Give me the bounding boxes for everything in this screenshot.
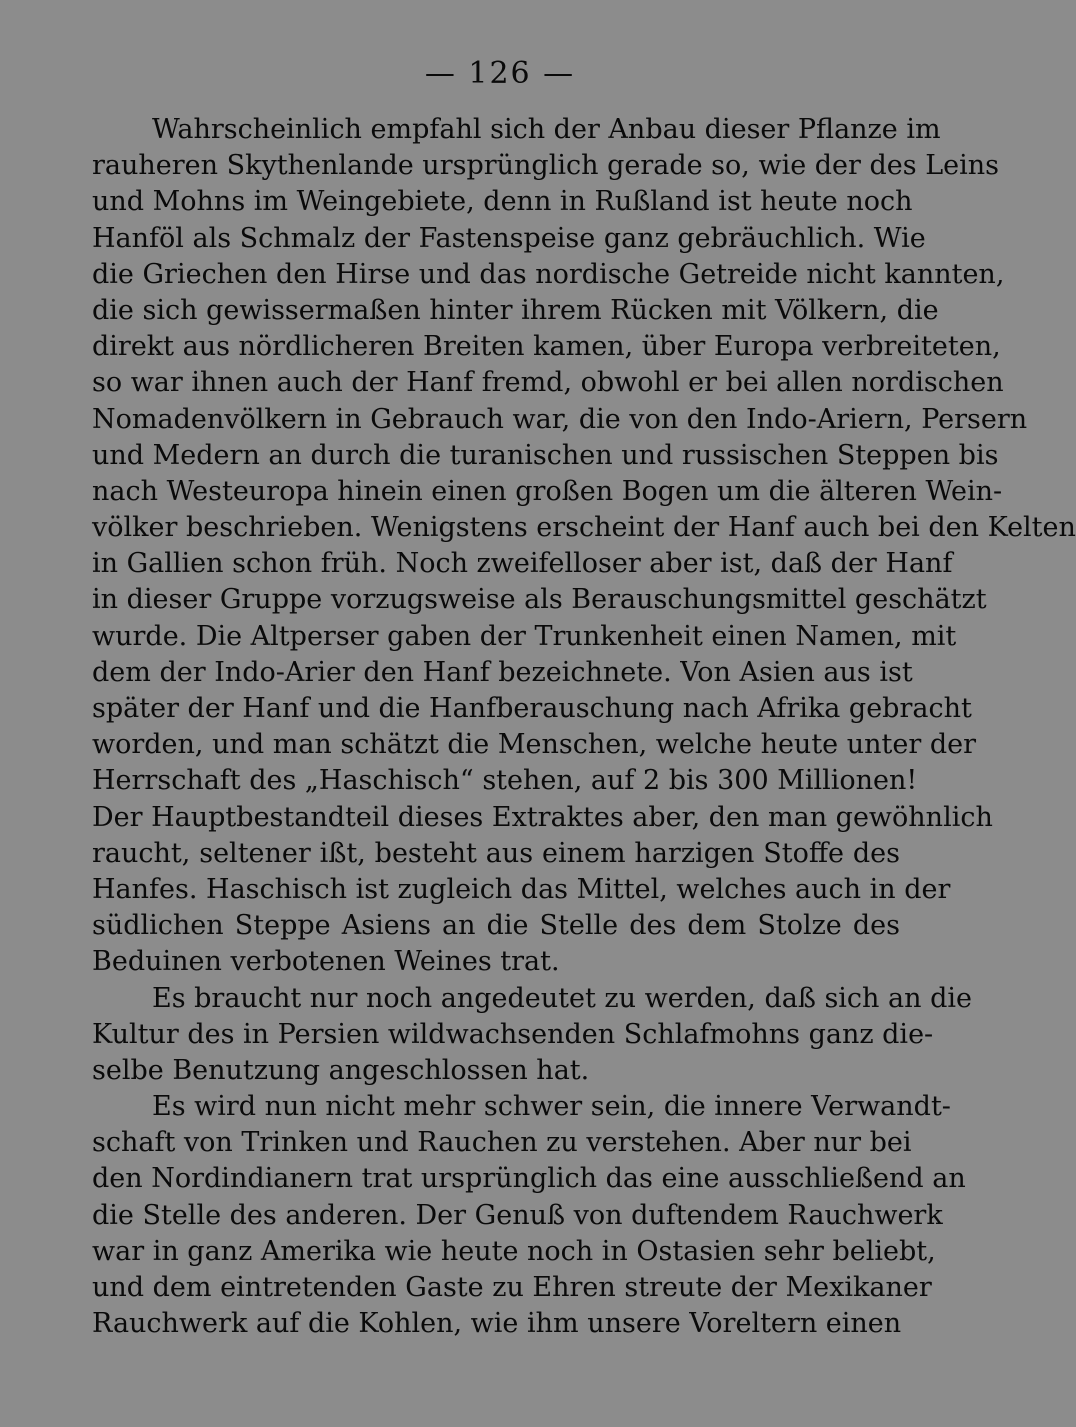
text-line: Herrschaft des „Haschisch“ stehen, auf 2 bis 300 Millionen! bbox=[92, 765, 918, 797]
text-line: rauheren Skythenlande ursprünglich gerade so, wie der des Leins bbox=[92, 150, 1000, 182]
text-line: und dem eintretenden Gaste zu Ehren streute der Mexikaner bbox=[92, 1272, 932, 1303]
text-line: später der Hanf und die Hanfberauschung nach Afrika gebracht bbox=[92, 693, 972, 724]
body-text bbox=[92, 112, 1076, 1342]
text-line: in Gallien schon früh. Noch zweifelloser aber ist, daß der Hanf bbox=[92, 548, 953, 580]
text-line: nach Westeuropa hinein einen großen Bogen um die älteren Wein- bbox=[92, 475, 1003, 507]
text-line: schaft von Trinken und Rauchen zu verstehen. Aber nur bei bbox=[92, 1127, 912, 1159]
text-line: dem der Indo-Arier den Hanf bezeichnete. Von Asien aus ist bbox=[92, 656, 913, 688]
text-line: die sich gewissermaßen hinter ihrem Rücken mit Völkern, die bbox=[92, 294, 939, 326]
text-line: die Stelle des anderen. Der Genuß von duftendem Rauchwerk bbox=[92, 1199, 943, 1231]
text-line: Beduinen verbotenen Weines trat. bbox=[92, 946, 560, 978]
text-line: Es braucht nur noch angedeutet zu werden, daß sich an die bbox=[152, 982, 972, 1014]
page-number: — 126 — bbox=[424, 56, 576, 91]
text-line: worden, und man schätzt die Menschen, welche heute unter der bbox=[92, 729, 976, 761]
text-line: Nomadenvölkern in Gebrauch war, die von den Indo-Ariern, Persern bbox=[92, 403, 1028, 435]
text-line: und Medern an durch die turanischen und russischen Steppen bis bbox=[92, 439, 999, 471]
text-line: raucht, seltener ißt, besteht aus einem harzigen Stoffe des bbox=[92, 837, 900, 869]
text-line: völker beschrieben. Wenigstens erscheint der Hanf auch bei den Kelten bbox=[92, 512, 1076, 544]
text-line: Hanföl als Schmalz der Fastenspeise ganz gebräuchlich. Wie bbox=[92, 222, 926, 254]
text-line: Hanfes. Haschisch ist zugleich das Mittel, welches auch in der bbox=[92, 873, 951, 905]
text-line: so war ihnen auch der Hanf fremd, obwohl er bei allen nordischen bbox=[92, 367, 1004, 399]
text-line: war in ganz Amerika wie heute noch in Ostasien sehr beliebt, bbox=[92, 1235, 936, 1267]
text-line: Kultur des in Persien wildwachsenden Schlafmohns ganz die- bbox=[92, 1018, 934, 1050]
text-line: südlichen Steppe Asiens an die Stelle des dem Stolze des bbox=[92, 910, 900, 942]
text-line: in dieser Gruppe vorzugsweise als Berauschungsmittel geschätzt bbox=[92, 584, 987, 616]
text-line: und Mohns im Weingebiete, denn in Rußland ist heute noch bbox=[92, 186, 913, 218]
text-line: direkt aus nördlicheren Breiten kamen, über Europa verbreiteten, bbox=[92, 331, 1001, 363]
text-line: selbe Benutzung angeschlossen hat. bbox=[92, 1054, 590, 1086]
text-line: wurde. Die Altperser gaben der Trunkenheit einen Namen, mit bbox=[92, 620, 957, 652]
text-line: Der Hauptbestandteil dieses Extraktes aber, den man gewöhnlich bbox=[92, 801, 993, 833]
text-line: den Nordindianern trat ursprünglich das eine ausschließend an bbox=[92, 1163, 966, 1195]
text-line: Es wird nun nicht mehr schwer sein, die innere Verwandt- bbox=[152, 1091, 951, 1123]
text-line: die Griechen den Hirse und das nordische Getreide nicht kannten, bbox=[92, 258, 1005, 290]
text-line: Wahrscheinlich empfahl sich der Anbau dieser Pflanze im bbox=[152, 114, 941, 145]
text-line: Rauchwerk auf die Kohlen, wie ihm unsere Voreltern einen bbox=[92, 1308, 902, 1340]
